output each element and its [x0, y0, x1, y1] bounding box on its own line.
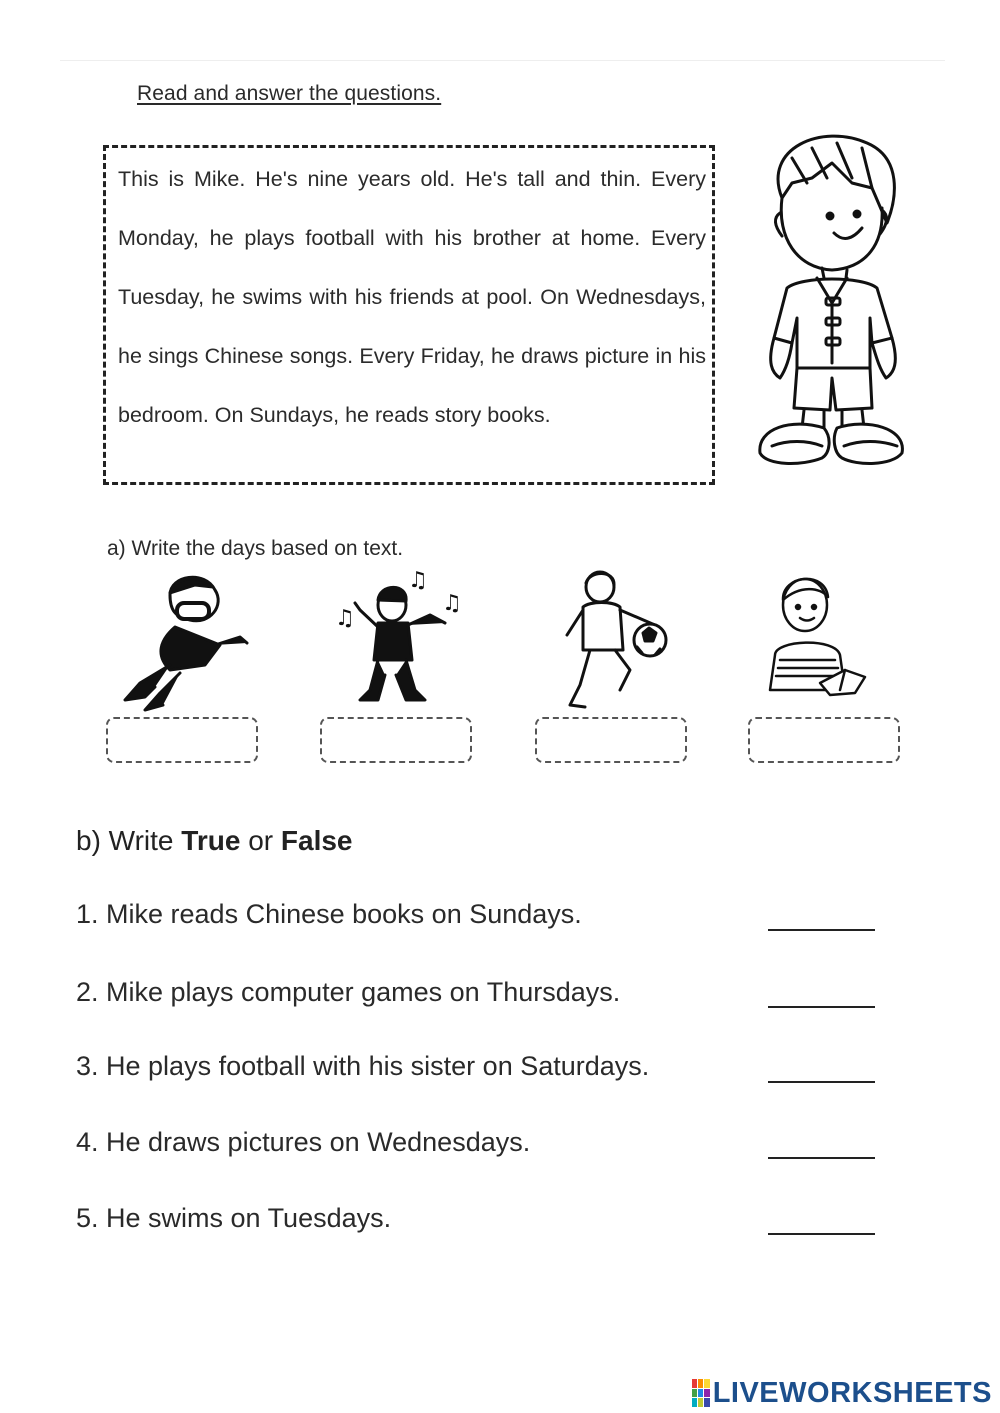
- page-top-rule: [60, 60, 945, 61]
- statement-2: 2. Mike plays computer games on Thursdays.: [76, 977, 621, 1007]
- liveworksheets-logo: [692, 1374, 992, 1412]
- logo-text: LIVEWORKSHEETS: [712, 1376, 992, 1409]
- part-a-instruction: a) Write the days based on text.: [107, 537, 404, 560]
- answer-blank-3[interactable]: [768, 1081, 875, 1083]
- statement-4: 4. He draws pictures on Wednesdays.: [76, 1127, 531, 1157]
- statement-1: 1. Mike reads Chinese books on Sundays.: [76, 899, 582, 929]
- svg-text:♫: ♫: [408, 568, 428, 593]
- day-answer-box-1[interactable]: [106, 717, 258, 763]
- singing-boy-icon: [330, 565, 470, 715]
- statement-5: 5. He swims on Tuesdays.: [76, 1203, 392, 1233]
- swimming-diver-icon: [115, 565, 255, 715]
- logo-squares-icon: [692, 1379, 710, 1407]
- day-answer-box-2[interactable]: [320, 717, 472, 763]
- statement-3: 3. He plays football with his sister on Saturdays.: [76, 1051, 650, 1081]
- football-player-icon: [545, 565, 685, 715]
- svg-text:♫: ♫: [335, 606, 355, 631]
- mike-boy-illustration: [752, 128, 910, 480]
- svg-text:♫: ♫: [442, 591, 462, 616]
- answer-blank-1[interactable]: [768, 929, 875, 931]
- word-true: True: [181, 825, 241, 856]
- answer-blank-5[interactable]: [768, 1233, 875, 1235]
- word-false: False: [280, 825, 353, 856]
- reading-passage: This is Mike. He's nine years old. He's tall and thin. Every Monday, he plays football with his brother at home. Every Tuesday, he swims with his friends at pool. On Wednesdays, he sings Chinese songs. Every Friday, he draws picture in his bedroom. On Sundays, he reads story books.: [118, 167, 706, 427]
- reading-boy-icon: [760, 565, 900, 715]
- answer-blank-2[interactable]: [768, 1006, 875, 1008]
- part-b-prefix: b) Write: [76, 825, 182, 856]
- day-answer-box-3[interactable]: [535, 717, 687, 763]
- answer-blank-4[interactable]: [768, 1157, 875, 1159]
- part-b-instruction: [76, 825, 353, 857]
- worksheet-title: Read and answer the questions.: [137, 82, 442, 105]
- word-or: or: [240, 825, 281, 856]
- day-answer-box-4[interactable]: [748, 717, 900, 763]
